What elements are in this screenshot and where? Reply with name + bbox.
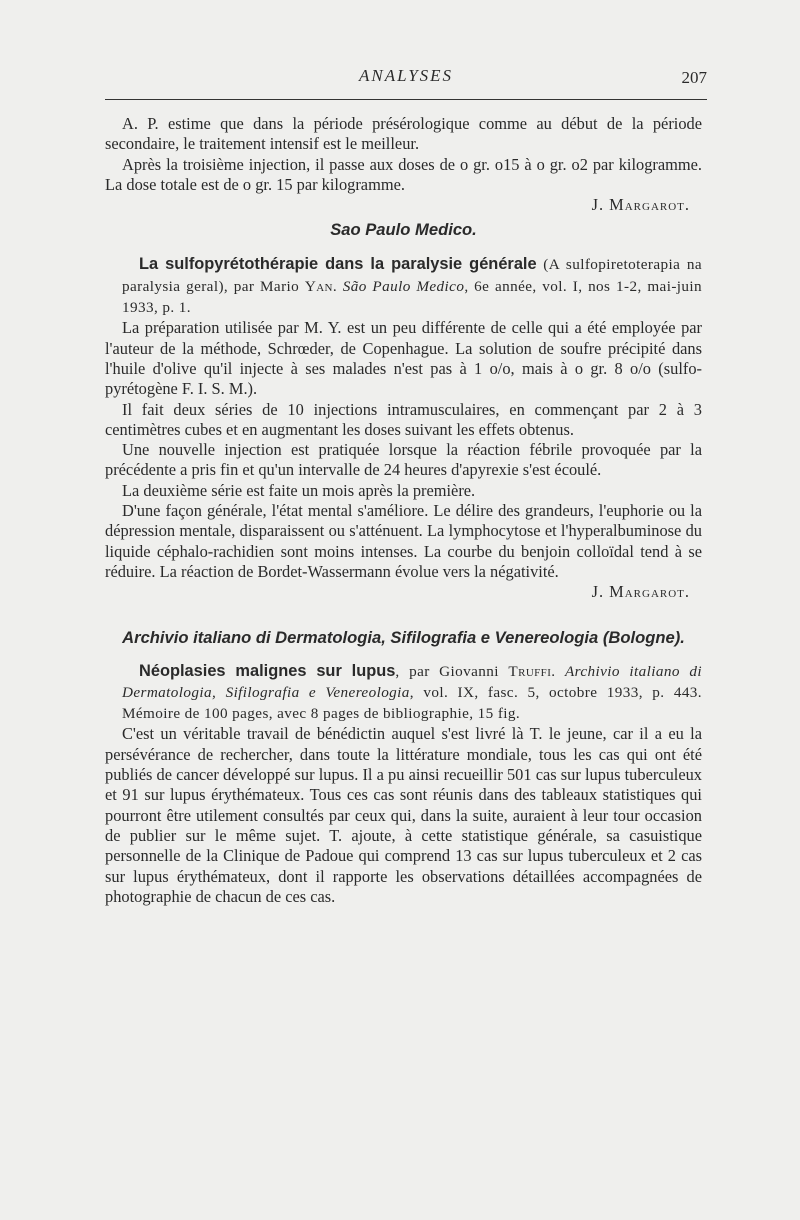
page-header — [105, 66, 707, 100]
section1-article-author: Yan — [304, 277, 333, 295]
section1-paragraph-5: D'une façon générale, l'état mental s'améliore. Le délire des grandeurs, l'euphorie ou la dépression mentale, disparaissent ou s'atténuent. La lymphocytose et l'hyperalbuminose du liquide céphalo-rachidien sont moins intenses. La courbe du benjoin colloïdal tend à se réduire. La réaction de Bordet-Wassermann évolue vers la négativité. — [105, 501, 702, 581]
running-title: ANALYSES — [358, 66, 454, 85]
section1-article-detail-b: . — [332, 277, 343, 295]
intro-paragraph-1: A. P. estime que dans la période présérologique comme au début de la période secondaire, le traitement intensif est le meilleur. — [105, 114, 702, 154]
page-number: 207 — [681, 68, 707, 87]
section2-journal-heading: Archivio italiano di Dermatologia, Sifilografia e Venereologia (Bologne). — [122, 627, 685, 647]
section2-article-detail-b: . — [551, 662, 565, 680]
section2-article-title: Néoplasies malignes sur lupus — [139, 661, 396, 680]
section1-paragraph-4: La deuxième série est faite un mois après la première. — [122, 480, 476, 500]
section2-article-detail-c: , vol. IX, fasc. 5, octobre 1933, p. 443. Mémoire de 100 pages, avec 8 pages de bibliographie, 15 fig. — [122, 683, 702, 723]
section1-article-detail-a: (A sulfopiretoterapia na paralysia geral), par Mario — [122, 256, 702, 295]
section2-article-author: Truffi — [508, 662, 552, 680]
section1-article-detail-c: , 6e année, vol. I, nos 1-2, mai-juin 1933, p. 1. — [122, 277, 703, 317]
section2-article-journal: Archivio italiano di Dermatologia, Sifilografia e Venereologia — [122, 662, 702, 701]
section1-signature: J. Margarot. — [591, 582, 690, 602]
section1-paragraph-3: Une nouvelle injection est pratiquée lorsque la réaction fébrile provoquée par la précédente a pris fin et qu'un intervalle de 24 heures d'apyrexie s'est écoulé. — [105, 440, 702, 480]
section1-article-journal: São Paulo Medico — [342, 277, 465, 295]
section1-article-title: La sulfopyrétothérapie dans la paralysie générale — [139, 255, 537, 274]
section2-article-detail-a: , par Giovanni — [395, 662, 509, 680]
section1-paragraph-2: Il fait deux séries de 10 injections intramusculaires, en commençant par 2 à 3 centimètres cubes et en augmentant les doses suivant les effets obtenus. — [105, 399, 702, 439]
section2-article-reference — [105, 661, 702, 725]
section1-journal-heading: Sao Paulo Medico. — [330, 220, 477, 240]
page-body — [105, 114, 702, 907]
intro-paragraph-2: Après la troisième injection, il passe aux doses de o gr. o15 à o gr. o2 par kilogramme. La dose totale est de o gr. 15 par kilogramme. — [105, 154, 702, 194]
section1-article-reference — [105, 254, 702, 318]
section1-paragraph-1: La préparation utilisée par M. Y. est un peu différente de celle qui a été employée par l'auteur de la méthode, Schrœder, de Copenhague. La solution de soufre précipité dans l'huile d'olive qu'il injecte à ses malades n'est pas à 1 o/o, mais à o gr. 8 o/o (sulfo-pyrétogène F. I. S. M.). — [105, 318, 702, 399]
intro-signature: J. Margarot. — [591, 195, 690, 215]
header-rule — [105, 99, 707, 100]
section2-paragraph-1: C'est un véritable travail de bénédictin auquel s'est livré là T. le jeune, car il a eu la persévérance de rechercher, dans toute la littérature mondiale, tous les cas qui ont été publiés de cancer développé sur lupus. Il a pu ainsi recueillir 501 cas sur lupus tuberculeux et 91 sur lupus érythémateux. Tous ces cas sont réunis dans des tableaux statistiques qui pourront être utilement consultés par ceux qui, dans la suite, auraient à leur tour occasion de publier sur le même sujet. T. ajoute, à cette statistique générale, sa casuistique personnelle de la Clinique de Padoue qui comprend 13 cas sur lupus tuberculeux et 2 cas sur lupus érythémateux, dont il rapporte les observations détaillées accompagnées de photographie de chacun de ces cas. — [105, 724, 702, 906]
